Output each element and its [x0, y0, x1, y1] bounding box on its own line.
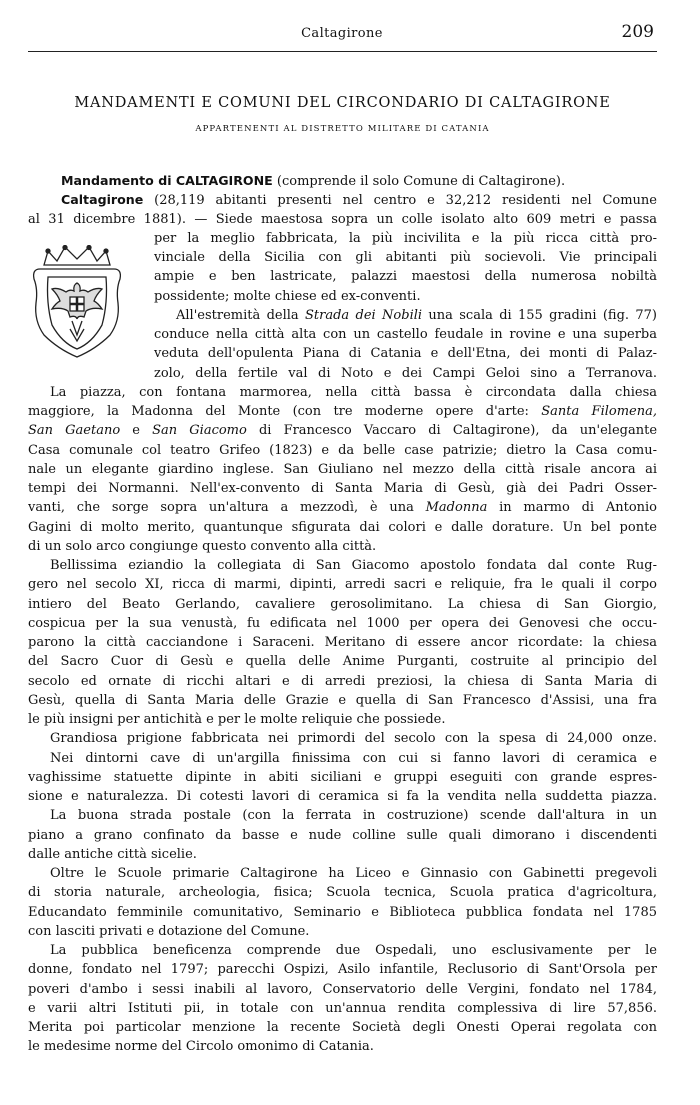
text-line: Gagini di molto merito, quantunque sfigurata dai colori e dalle dorature. Un bel ponte — [28, 519, 657, 535]
header-rule — [28, 51, 657, 52]
text-line: La buona strada postale (con la ferrata in costruzione) scende dall'altura in un — [50, 808, 657, 824]
text-line: secolo ed ornate di ricchi altari e di arredi preziosi, la chiesa di Santa Maria di — [28, 673, 657, 689]
text-line: sione e naturalezza. Di cotesti lavori di ceramica si fa la vendita nella suddetta piazza. — [28, 789, 657, 804]
text-line: Gesù, quella di Santa Maria delle Grazie e quella di San Francesco d'Assisi, una fra — [28, 692, 657, 708]
text-line: Grandiosa prigione fabbricata nei primordi del secolo con la spesa di 24,000 onze. — [50, 731, 657, 747]
text-line: zolo, della fertile val di Noto e dei Campi Geloi sino a Terranova. — [154, 365, 657, 381]
text-line: per la meglio fabbricata, la più incivilita e la più ricca città pro- — [154, 230, 657, 246]
section-title: MANDAMENTI E COMUNI DEL CIRCONDARIO DI CALTAGIRONE — [74, 95, 611, 111]
text-line: Merita poi particolar menzione la recente Società degli Onesti Operai regolata con — [28, 1020, 657, 1035]
text-line: piano a grano confinato da basse e nude colline sulle quali dimorano i discendenti — [28, 827, 657, 843]
text-line: La piazza, con fontana marmorea, nella città bassa è circondata dalla chiesa — [50, 384, 657, 400]
text-line: gero nel secolo XI, ricca di marmi, dipinti, arredi sacri e reliquie, fra le quali il corpo — [28, 577, 657, 593]
text-line: maggiore, la Madonna del Monte (con tre moderne opere d'arte: Santa Filomena, — [28, 404, 657, 419]
text-line: tempi dei Normanni. Nell'ex-convento di Santa Maria di Gesù, già dei Padri Osser- — [28, 481, 657, 496]
running-head — [30, 22, 654, 44]
text-line: intiero del Beato Gerlando, cavaliere gerosolimitano. La chiesa di San Giorgio, — [28, 596, 657, 612]
text-line: del Sacro Cuor di Gesù e quella delle Anime Purganti, costruite al principio del — [28, 654, 657, 670]
section-subtitle: APPARTENENTI AL DISTRETTO MILITARE DI CATANIA — [195, 124, 490, 134]
text-line: Caltagirone (28,119 abitanti presenti nel centro e 32,212 residenti nel Comune — [61, 192, 657, 209]
text-line: nale un elegante giardino inglese. San Giuliano nel mezzo della città risale ancora ai — [28, 461, 657, 477]
running-title: Caltagirone — [301, 26, 383, 41]
paragraph-mandamento: Mandamento di CALTAGIRONE (comprende il solo Comune di Caltagirone). — [61, 173, 566, 189]
text-line: le più insigni per antichità e per le molte reliquie che possiede. — [28, 712, 446, 727]
text-line: veduta dell'opulenta Piana di Catania e dell'Etna, dei monti di Palaz- — [154, 346, 657, 362]
text-line: vaghissime statuette dipinte in abiti siciliani e gruppi eseguiti con grande espres- — [28, 769, 657, 785]
text-line: cospicua per la sua venustà, fu edificata nel 1000 per opera dei Genovesi che occu- — [28, 615, 657, 631]
text-line: vanti, che sorge sopra un'altura a mezzodì, è una Madonna in marmo di Antonio — [28, 500, 657, 516]
text-line: All'estremità della Strada dei Nobili una scala di 155 gradini (fig. 77) — [176, 307, 657, 323]
text-line: poveri d'ambo i sessi inabili al lavoro, Conservatorio delle Vergini, fondato nel 1784, — [28, 981, 657, 997]
text-line: conduce nella città alta con un castello feudale in rovine e una superba — [154, 327, 657, 342]
text-line: di storia naturale, archeologia, fisica; Scuola tecnica, Scuola pratica d'agricoltura, — [28, 885, 657, 901]
text-line: San Gaetano e San Giacomo di Francesco Vaccaro di Caltagirone), da un'elegante — [28, 423, 657, 439]
text-line: Casa comunale col teatro Grifeo (1823) e da belle case patrizie; dietro la Casa comu- — [28, 442, 657, 458]
text-line: Bellissima eziandio la collegiata di San Giacomo apostolo fondata dal conte Rug- — [50, 558, 657, 573]
page-number: 209 — [621, 22, 654, 42]
text-line: parono la città cacciandone i Saraceni. Meritano di essere ancor ricordate: la chiesa — [28, 635, 657, 650]
text-line: vinciale della Sicilia con gli abitanti più socievoli. Vie principali — [154, 250, 657, 265]
text-line: al 31 dicembre 1881). — Siede maestosa sopra un colle isolato alto 609 metri e passa — [28, 211, 657, 227]
body-text — [28, 171, 657, 1057]
text-line: di un solo arco congiunge questo convento alla città. — [28, 538, 377, 554]
text-line: donne, fondato nel 1797; parecchi Ospizi, Asilo infantile, Reclusorio di Sant'Orsola per — [28, 962, 657, 978]
text-line: dalle antiche città sicelie. — [28, 846, 197, 862]
text-line: le medesime norme del Circolo omonimo di Catania. — [28, 1039, 374, 1055]
text-line: con lasciti privati e dotazione del Comune. — [28, 923, 310, 939]
text-line: ampie e ben lastricate, palazzi maestosi della numerosa nobiltà — [154, 269, 657, 285]
text-line: Nei dintorni cave di un'argilla finissima con cui si fanno lavori di ceramica e — [50, 750, 657, 766]
text-line: possidente; molte chiese ed ex-conventi. — [154, 288, 421, 304]
text-line: Educandato femminile comunitativo, Seminario e Biblioteca pubblica fondata nel 1785 — [28, 904, 657, 920]
text-line: e varii altri Istituti pii, in totale con un'annua rendita complessiva di lire 57,856. — [28, 1000, 657, 1016]
text-line: Oltre le Scuole primarie Caltagirone ha Liceo e Ginnasio con Gabinetti pregevoli — [50, 866, 657, 881]
text-line: La pubblica beneficenza comprende due Ospedali, uno esclusivamente per le — [50, 943, 657, 958]
